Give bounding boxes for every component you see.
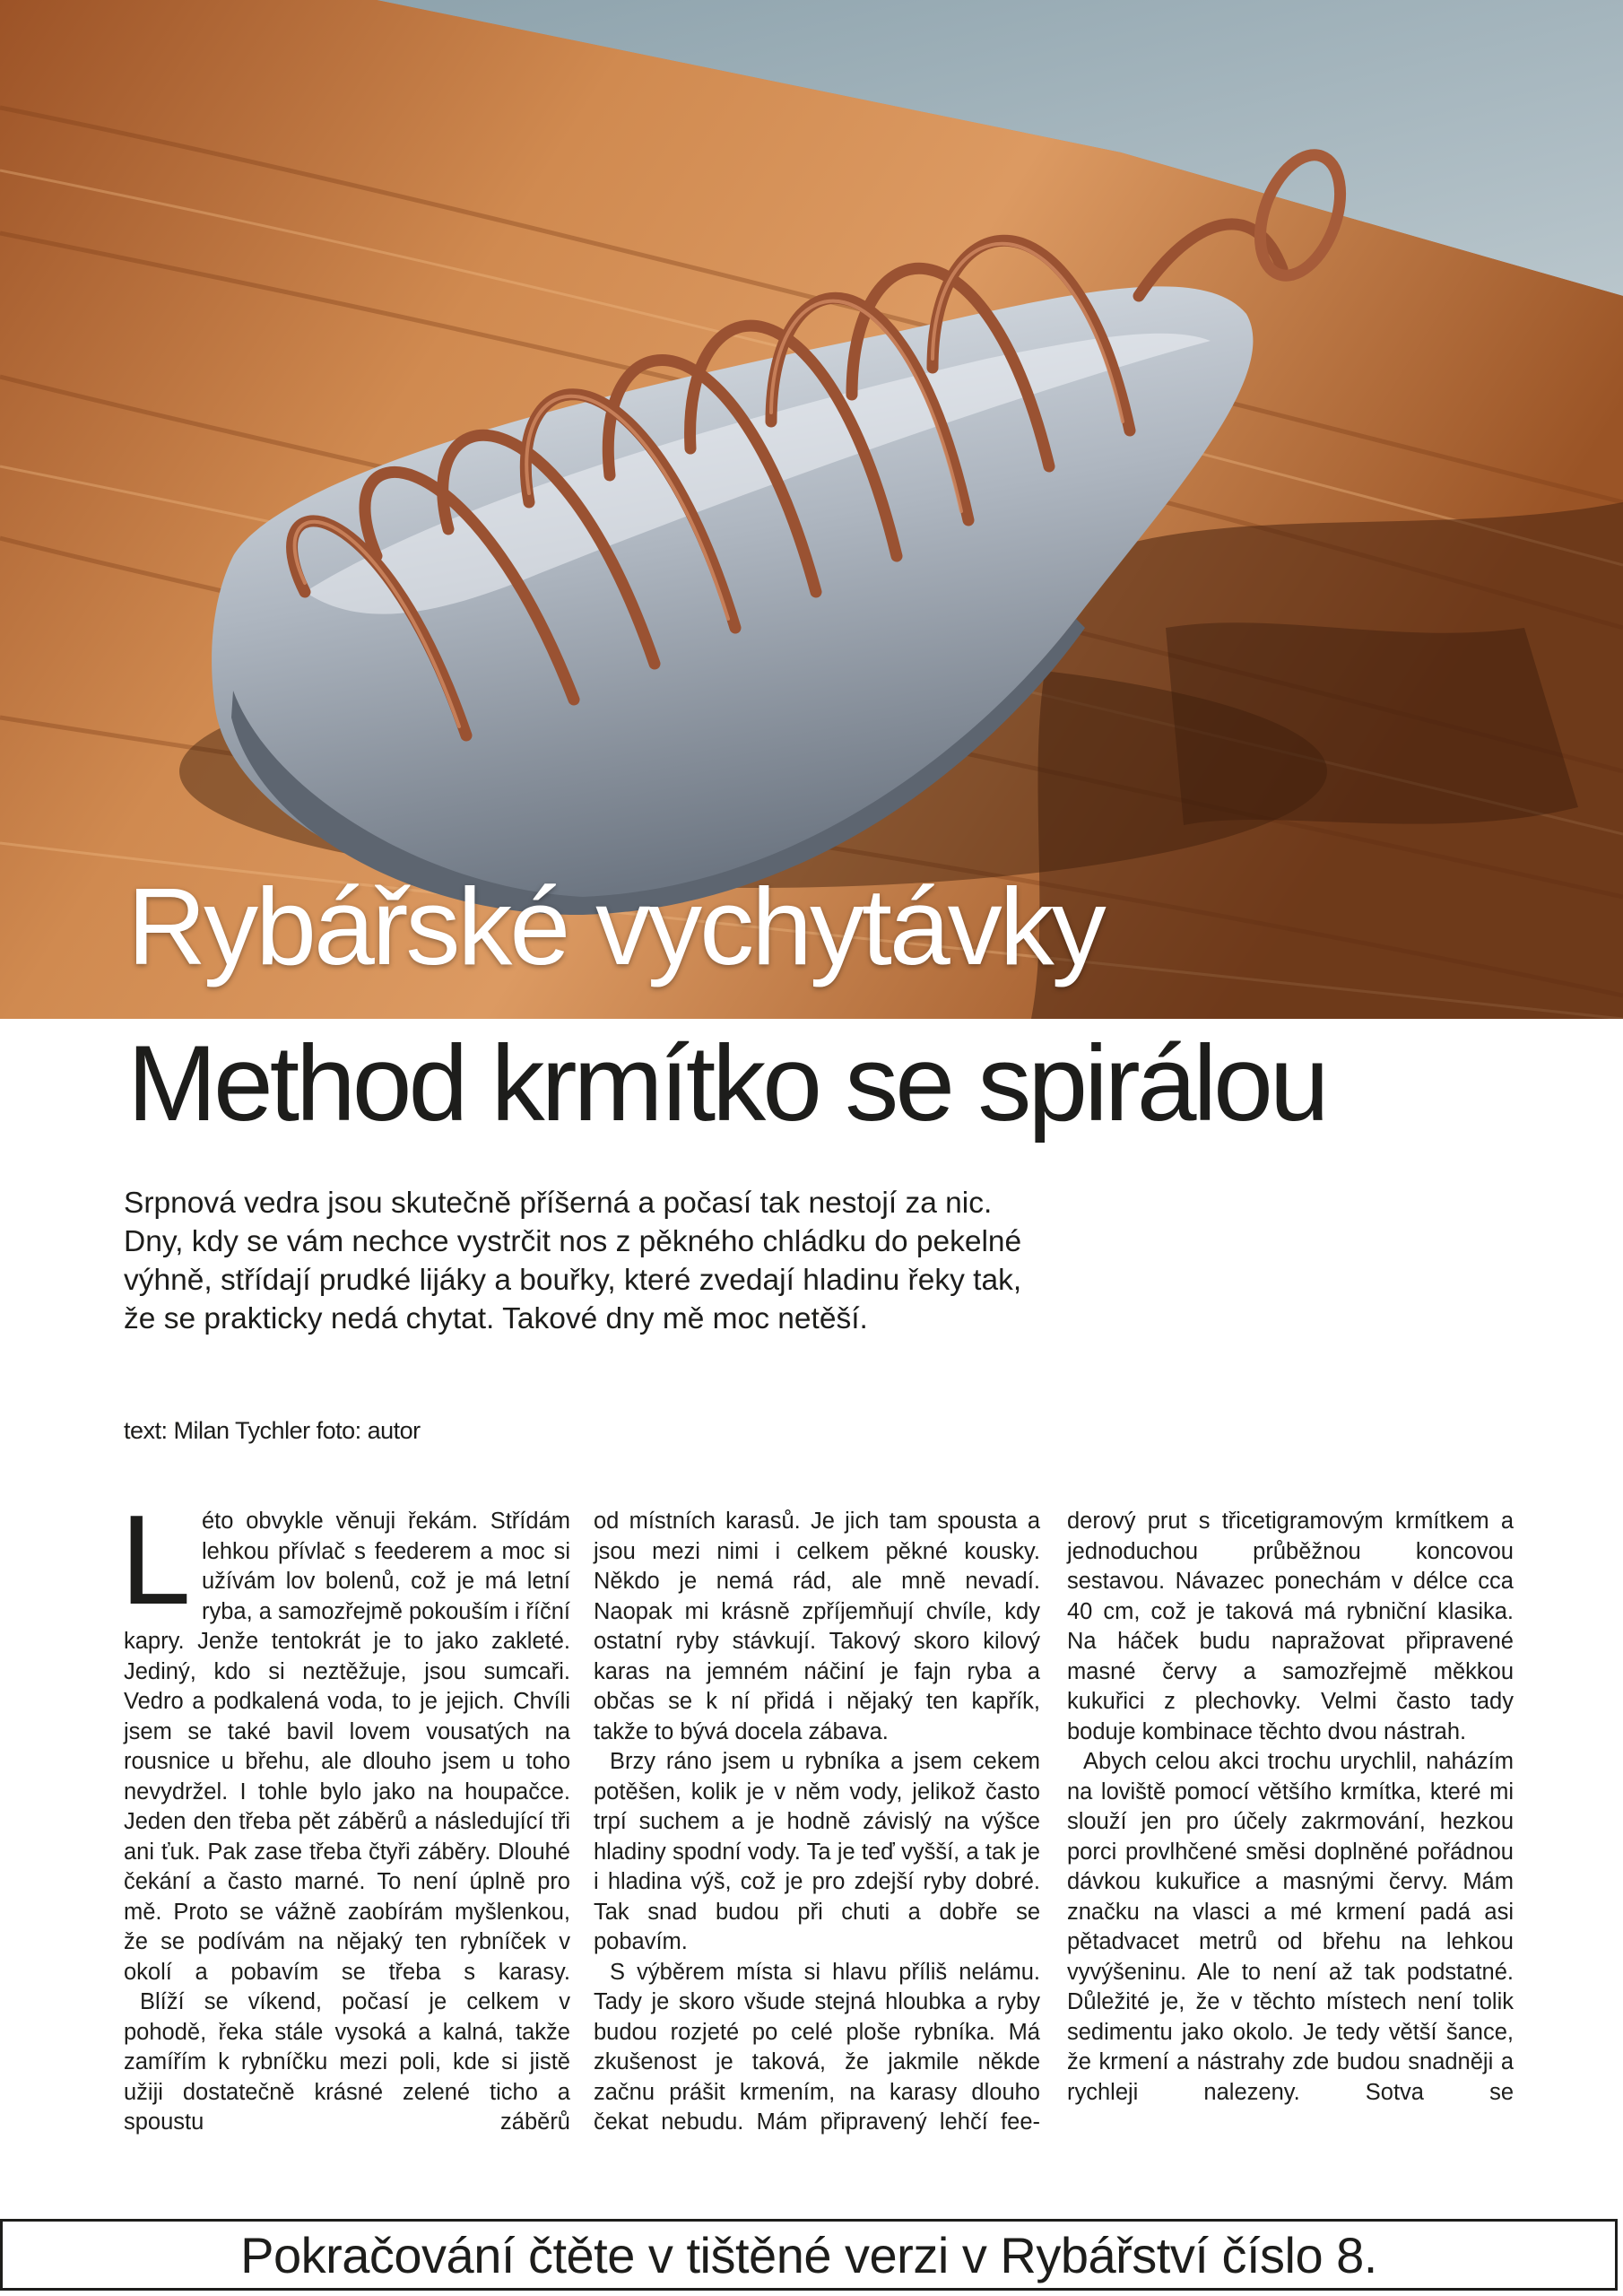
author-credit: text: Milan Tychler foto: autor [124, 1417, 421, 1444]
lead-line: Dny, kdy se vám nechce vystrčit nos z pěkného chládku do pekelné [124, 1225, 1022, 1258]
paragraph-text: éto obvykle věnuji řekám. Střídám lehkou přívlač s feederem a moc si užívám lov bolenů, což je má letní ryba, a samozřejmě pokouším i říční kapry. Jenže tentokrát je to jako zakleté. Jediný, kdo si neztěžuje, jsou sumcaři. Vedro a podkalená voda, to je jejich. Chvíli jsem se také bavil lovem vousatých na rousnice u břehu, ale dlouho jsem u toho nevydržel. I tohle bylo jako na houpačce. Jeden den třeba pět záběrů a následující tři ani ťuk. Pak zase třeba čtyři záběry. Dlouhé čekání a často marné. To není úplně pro mě. Proto se vážně zaobírám myšlenkou, že se podívám na nějaký ten rybníček v okolí a pobavím se třeba s karasy. [124, 1509, 570, 1985]
body-paragraph: S výběrem místa si hlavu příliš nelámu. Tady je skoro všude stejná hloubka a ryby budou rozjeté po celé ploše rybníka. Má zkušenost je taková, že jakmile někde začnu prášit krmením, na karasy dlouho čekat nebudu. Mám připravený lehčí fee- [594, 1959, 1040, 2135]
article-headline: Method krmítko se spirálou [127, 1023, 1326, 1144]
continuation-text: Pokračování čtěte v tištěné verzi v Rybářství číslo 8. [240, 2226, 1377, 2283]
article-column-2 [594, 1507, 1040, 2138]
lead-line: výhně, střídají prudké lijáky a bouřky, které zvedají hladinu řeky tak, [124, 1264, 1022, 1297]
body-paragraph: Abych celou akci trochu urychlil, naházím na loviště pomocí většího krmítka, které mi slouží jen pro účely zakrmování, hezkou porci provlhčené směsi doplněné pořádnou dávkou kukuřice a masnými červy. Mám značku na vlasci a mé krmení padá asi pětadvacet metrů od břehu na lehkou vyvýšeninu. Ale to není až tak podstatné. Důležité je, že v těchto místech není tolik sedimentu jako okolo. Je tedy větší šance, že krmení a nástrahy zde budou snadněji a rychleji nalezeny. Sotva se [1067, 1749, 1514, 2105]
continuation-banner [0, 2219, 1618, 2291]
hero-photo [0, 0, 1623, 1019]
body-paragraph: derový prut s třicetigramovým krmítkem a jednoduchou průběžnou koncovou sestavou. Návazec ponechám v délce cca 40 cm, což je taková má rybniční klasika. Na háček budu napražovat připravené masné červy a samozřejmě měkkou kukuřici z plechovky. Velmi často tady boduje kombinace těchto dvou nástrah. [1067, 1509, 1514, 1744]
body-paragraph: Brzy ráno jsem u rybníka a jsem cekem potěšen, kolik je v něm vody, jelikož často trpí suchem a je hodně závislý na výšce hladiny spodní vody. Ta je teď vyšší, a tak je i hladina výš, což je pro zdejší ryby dobré. Tak snad budou při chuti a dobře se pobavím. [594, 1749, 1040, 1954]
body-paragraph [120, 1489, 570, 1987]
article-lead [124, 1184, 1110, 1338]
lead-line: že se prakticky nedá chytat. Takové dny mě moc netěší. [124, 1302, 868, 1335]
body-paragraph: od místních karasů. Je jich tam spousta a jsou mezi nimi i celkem pěkné kousky. Někdo je nemá rád, ale mně nevadí. Naopak mi krásně zpříjemňují chvíle, kdy ostatní ryby stávkují. Takový skoro kilový karas na jemném náčiní je fajn ryba a občas se k ní přidá i nějaký ten kapřík, takže to bývá docela zábava. [594, 1509, 1040, 1744]
article-column-1 [120, 1489, 570, 2138]
section-title: Rybářské vychytávky [127, 865, 1104, 987]
body-paragraph: Blíží se víkend, počasí je celkem v pohodě, řeka stále vysoká a kalná, takže zamířím k rybníčku mezi poli, kde si jistě užiji dostatečně krásné zelené ticho a spoustu záběrů [124, 1989, 570, 2135]
drop-cap: L [120, 1489, 191, 1631]
lead-line: Srpnová vedra jsou skutečně příšerná a počasí tak nestojí za nic. [124, 1187, 993, 1220]
article-column-3 [1067, 1507, 1514, 2108]
